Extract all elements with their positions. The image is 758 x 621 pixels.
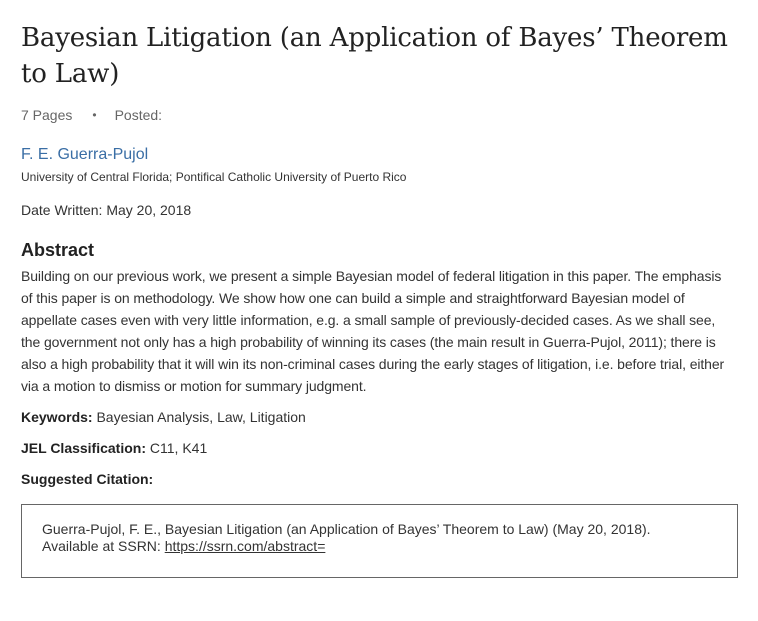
keywords-value: Bayesian Analysis, Law, Litigation — [96, 409, 306, 425]
keywords-label: Keywords: — [21, 409, 93, 425]
jel-value: C11, K41 — [149, 440, 208, 456]
citation-text: Guerra-Pujol, F. E., Bayesian Litigation (an Application of Bayes’ Theorem to Law) (May 20, 2018). — [42, 521, 651, 537]
citation-row — [21, 468, 738, 490]
author-affiliation: University of Central Florida; Pontifical Catholic University of Puerto Rico — [21, 170, 407, 184]
citation-label: Suggested Citation: — [21, 471, 154, 487]
jel-label: JEL Classification: — [21, 440, 147, 456]
abstract-body: Building on our previous work, we present a simple Bayesian model of federal litigation in this paper. The emphasis of this paper is on methodology. We show how one can build a simple and straightforward Bayesian model of appellate cases even with very little information, e.g. a small sample of previously-decided cases. As we shall see, the government not only has a high probability of winning its cases (the main result in Guerra-Pujol, 2011); there is also a high probability that it will win its non-criminal cases during the early stages of litigation, i.e. before trial, either via a motion to dismiss or motion for summary judgment. — [21, 268, 725, 394]
paper-title: Bayesian Litigation (an Application of Bayes’ Theorem to Law) — [21, 23, 728, 89]
jel-row — [21, 437, 738, 459]
posted-label: Posted: — [114, 107, 163, 123]
paper-page — [21, 20, 738, 578]
available-prefix: Available at SSRN: — [42, 538, 161, 554]
page-count: 7 Pages — [21, 107, 73, 123]
separator-dot: • — [92, 108, 97, 122]
paper-meta — [21, 105, 738, 125]
abstract-heading: Abstract — [21, 240, 95, 260]
author-link[interactable]: F. E. Guerra-Pujol — [21, 146, 149, 163]
citation-available — [42, 538, 717, 555]
date-written: Date Written: May 20, 2018 — [21, 202, 192, 218]
keywords-row — [21, 406, 738, 428]
ssrn-link[interactable]: https://ssrn.com/abstract= — [164, 538, 326, 554]
citation-box — [21, 504, 738, 578]
